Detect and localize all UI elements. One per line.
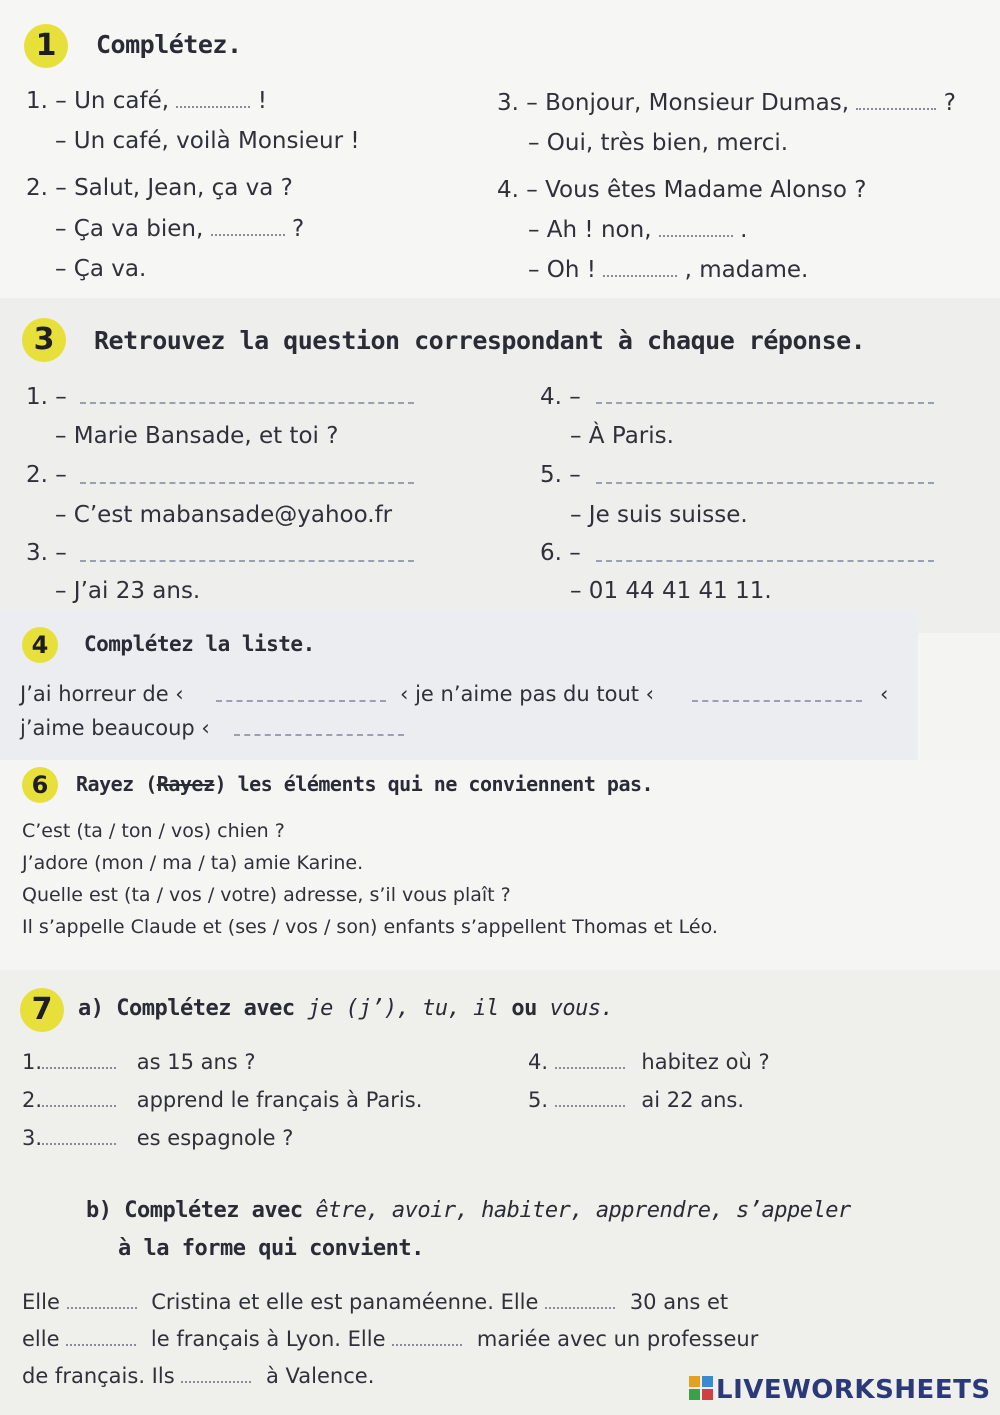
ex1-item4-line2: – Ah ! non, .	[528, 217, 748, 243]
exercise-1-badge: 1	[24, 24, 68, 68]
ex3-q3-label: 3. –	[26, 540, 67, 566]
blank-field[interactable]	[42, 1051, 116, 1069]
blank-field[interactable]	[211, 218, 285, 236]
ex4-line1-b: ‹ je n’aime pas du tout ‹	[400, 682, 655, 706]
ex1-item2-line2: – Ça va bien, ?	[55, 216, 305, 242]
exercise-6-badge: 6	[22, 767, 58, 803]
exercise-4-title: Complétez la liste.	[84, 632, 315, 656]
ex3-a5: – Je suis suisse.	[570, 502, 748, 528]
ex3-q6-answer-line[interactable]	[596, 560, 934, 562]
blank-field[interactable]	[176, 90, 250, 108]
blank-field[interactable]	[659, 219, 733, 237]
ex7a-item-3: 3. es espagnole ?	[22, 1126, 294, 1150]
ex1-item4-line3: – Oh ! , madame.	[528, 257, 809, 283]
liveworksheets-logo-icon	[688, 1375, 714, 1401]
blank-field[interactable]	[545, 1291, 615, 1309]
ex6-line-1: C’est (ta / ton / vos) chien ?	[22, 820, 285, 842]
ex4-blank-2[interactable]	[692, 700, 862, 702]
ex3-a6: – 01 44 41 41 11.	[570, 578, 772, 604]
ex3-q1-answer-line[interactable]	[80, 402, 414, 404]
liveworksheets-logo[interactable]: LIVEWORKSHEETS	[688, 1375, 991, 1405]
ex3-q5-label: 5. –	[540, 462, 581, 488]
ex4-blank-1[interactable]	[216, 700, 386, 702]
ex3-q3-answer-line[interactable]	[80, 560, 414, 562]
ex7a-item-5: 5. ai 22 ans.	[528, 1088, 744, 1112]
blank-field[interactable]	[67, 1291, 137, 1309]
ex1-item2-line1: 2. – Salut, Jean, ça va ?	[26, 175, 293, 201]
ex1-item3-line1: 3. – Bonjour, Monsieur Dumas, ?	[497, 90, 956, 116]
ex3-q4-answer-line[interactable]	[596, 402, 934, 404]
blank-field[interactable]	[856, 92, 936, 110]
ex3-q2-answer-line[interactable]	[80, 482, 414, 484]
ex1-item4-line1: 4. – Vous êtes Madame Alonso ?	[497, 177, 867, 203]
ex4-line2-a: j’aime beaucoup ‹	[20, 716, 210, 740]
ex3-q1-label: 1. –	[26, 384, 67, 410]
exercise-3-badge: 3	[22, 318, 66, 362]
ex7b-line-1: Elle Cristina et elle est panaméenne. Elle 30 ans et	[22, 1290, 729, 1314]
exercise-1-title: Complétez.	[96, 30, 242, 59]
ex6-line-2: J’adore (mon / ma / ta) amie Karine.	[22, 852, 364, 874]
ex3-q5-answer-line[interactable]	[596, 482, 934, 484]
blank-field[interactable]	[66, 1328, 136, 1346]
exercise-6-title: Rayez (Rayez) les éléments qui ne conviennent pas.	[76, 772, 654, 796]
ex7a-item-4: 4. habitez où ?	[528, 1050, 770, 1074]
blank-field[interactable]	[603, 259, 677, 277]
ex6-line-3: Quelle est (ta / vos / votre) adresse, s’il vous plaît ?	[22, 884, 511, 906]
blank-field[interactable]	[555, 1051, 625, 1069]
exercise-4-badge: 4	[22, 627, 58, 663]
ex1-item1-line2: – Un café, voilà Monsieur !	[55, 128, 360, 154]
ex7b-line-3: de français. Ils à Valence.	[22, 1364, 375, 1388]
ex1-item3-line2: – Oui, très bien, merci.	[528, 130, 789, 156]
ex4-blank-3[interactable]	[234, 734, 404, 736]
ex3-a1: – Marie Bansade, et toi ?	[55, 423, 339, 449]
ex7a-item-2: 2. apprend le français à Paris.	[22, 1088, 423, 1112]
blank-field[interactable]	[555, 1089, 625, 1107]
ex4-line1-a: J’ai horreur de ‹	[20, 682, 184, 706]
ex7b-line-2: elle le français à Lyon. Elle mariée avec un professeur	[22, 1327, 759, 1351]
ex3-q4-label: 4. –	[540, 384, 581, 410]
ex6-line-4: Il s’appelle Claude et (ses / vos / son) enfants s’appellent Thomas et Léo.	[22, 916, 718, 938]
ex3-a4: – À Paris.	[570, 423, 674, 449]
exercise-7b-title-line2: à la forme qui convient.	[118, 1236, 424, 1261]
ex7a-item-1: 1. as 15 ans ?	[22, 1050, 256, 1074]
exercise-7-badge: 7	[20, 988, 64, 1032]
ex3-a2: – C’est mabansade@yahoo.fr	[55, 502, 393, 528]
exercise-3-title: Retrouvez la question correspondant à chaque réponse.	[94, 326, 866, 355]
blank-field[interactable]	[42, 1089, 116, 1107]
blank-field[interactable]	[42, 1127, 116, 1145]
blank-field[interactable]	[181, 1365, 251, 1383]
blank-field[interactable]	[392, 1328, 462, 1346]
ex1-item2-line3: – Ça va.	[55, 256, 147, 282]
ex4-line1-c: ‹	[880, 682, 889, 706]
ex1-item1-line1: 1. – Un café, !	[26, 88, 267, 114]
ex3-a3: – J’ai 23 ans.	[55, 578, 201, 604]
exercise-7a-title: a) Complétez avec je (j’), tu, il ou vous.	[78, 996, 614, 1021]
exercise-7b-title: b) Complétez avec être, avoir, habiter, apprendre, s’appeler	[86, 1198, 851, 1223]
ex3-q2-label: 2. –	[26, 462, 67, 488]
ex3-q6-label: 6. –	[540, 540, 581, 566]
